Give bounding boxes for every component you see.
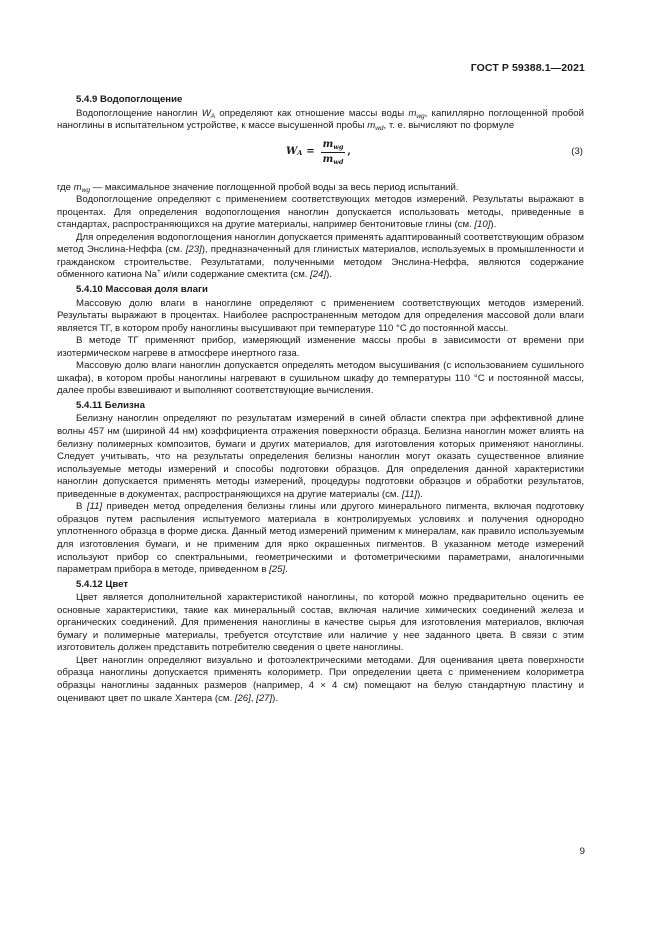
reference-link[interactable]: [11] bbox=[401, 488, 418, 500]
reference-link[interactable]: [11] bbox=[86, 501, 103, 513]
paragraph: Цвет наноглин определяют визуально и фотоэлектрическими методами. Для оценивания цвета поверхности образца наноглины допускается применять колориметр. При определении цвета с применением колориметра образцы наноглины заданных размеров (например, 4 × 4 см) помещают на белую стандартную пластину и оценивают цвет по шкале Хантера (см. [26], [27]). bbox=[57, 654, 584, 704]
reference-link[interactable]: [25] bbox=[269, 564, 286, 576]
formula-fraction: $\frac{m_{wg}}{m_{wd}}$ bbox=[322, 138, 344, 167]
paragraph: В методе ТГ применяют прибор, измеряющий изменение массы пробы в зависимости от времени при изотермическом нагреве в атмосфере инертного газа. bbox=[57, 335, 584, 359]
paragraph: Водопоглощение наноглин $W_A$ определяют как отношение массы воды $m_{wg}$, капиллярно поглощенной пробой наноглины в испытательном устройстве, к массе высушенной пробы $m_{wd}$, т. е. вычисляют по формуле bbox=[57, 107, 584, 133]
page-number: 9 bbox=[579, 846, 585, 857]
paragraph: Для определения водопоглощения наноглин допускается применять адаптированный соответствующим образом метод Энслина-Неффа (см. [23]), предназначенный для глинистых материалов, используемых в промышленности и гражданском строительстве. Результатами, полученными методом Энслина-Неффа, являются содержание обменного катиона Na+ и/или содержание смектита (см. [24]). bbox=[57, 231, 584, 281]
formula-3 bbox=[57, 139, 584, 175]
paragraph: Массовую долю влаги наноглин допускается определять методом высушивания (с использованием сушильного шкафа), в котором пробы наноглины нагревают в сушильном шкафу до температуры 110 °С и постоянной массы, далее пробы взвешивают и выполняют соответствующие вычисления. bbox=[57, 360, 584, 397]
paragraph: где $m_{wg}$ — максимальное значение поглощенной пробой воды за весь период испытаний. bbox=[57, 181, 459, 194]
reference-link[interactable]: [10] bbox=[474, 219, 491, 231]
section-heading-5-4-11: 5.4.11 Белизна bbox=[76, 399, 145, 411]
formula-expression: W A = $\frac{m_{wg}}{m_{wd}}$ , bbox=[286, 138, 351, 167]
reference-link[interactable]: [23] bbox=[185, 244, 202, 256]
reference-link[interactable]: [27] bbox=[256, 692, 273, 704]
paragraph: Массовую долю влаги в наноглине определяют с применением соответствующих методов измерений. Результаты выражают в процентах. Наиболее распространенным методом для определения массовой доли влаги является ТГ, в котором пробу наноглины высушивают при температуре 110 °С до постоянной массы. bbox=[57, 297, 584, 334]
reference-link[interactable]: [26] bbox=[234, 692, 251, 704]
paragraph: В [11] приведен метод определения белизны глины или другого минерального пигмента, включая подготовку образцов путем распыления испытуемого материала в контролируемых условиях и получения однородно уплотненного образца в форме диска. Данный метод измерений применим к минералам, как правило используемым для изготовления бумаги, и не применим для ярко окрашенных пигментов. В указанном методе измерений используют прибор со спектральными, геометрическими и фотометрическими параметрами, аналогичными параметрам прибора в методе, приведенном в [25]. bbox=[57, 501, 584, 576]
paragraph: Белизну наноглин определяют по результатам измерений в синей области спектра при эффективной длине волны 457 нм (шириной 44 нм) коэффициента отражения поверхности образца. Белизна наноглин может влиять на белизну полимерных композитов, бумаги и других материалов, для изготовления которых применяют наноглины. Следует учитывать, что на результаты определения белизны наноглин могут оказать существенное влияние используемые методы измерений и способы подготовки образцов. Для определения данной характеристики наноглин допускается применять методы измерений, процедуры подготовки образцов и обработки результатов, приведенные в документах, распространяющихся на другие материалы (см. [11]). bbox=[57, 413, 584, 500]
section-heading-5-4-9: 5.4.9 Водопоглощение bbox=[76, 94, 183, 105]
section-heading-5-4-12: 5.4.12 Цвет bbox=[76, 578, 129, 590]
paragraph: Водопоглощение определяют с применением соответствующих методов измерений. Результаты выражают в процентах. Для определения водопоглощения наноглин допускается использовать методы, приведенные в стандартах, распространяющихся на другие материалы, например бентонитовые глины (см. [10]). bbox=[57, 194, 584, 231]
reference-link[interactable]: [24] bbox=[310, 269, 327, 281]
document-body bbox=[57, 92, 584, 705]
paragraph: Цвет является дополнительной характеристикой наноглины, по которой можно предварительно оценить ее основные характеристики, такие как минеральный состав, включая наличие химических соединений железа и органических соединений. Для применения наноглины в качестве сырья для изготовления материалов, включая бумагу и полимерные материалы, требуется отсутствие или наличие у нее заданного цвета. В связи с этим изготовитель должен представить потребителю сведения о цвете наноглины. bbox=[57, 592, 584, 654]
section-heading-5-4-10: 5.4.10 Массовая доля влаги bbox=[76, 284, 208, 296]
formula-number: (3) bbox=[571, 145, 583, 157]
document-header: ГОСТ Р 59388.1—2021 bbox=[470, 62, 585, 74]
